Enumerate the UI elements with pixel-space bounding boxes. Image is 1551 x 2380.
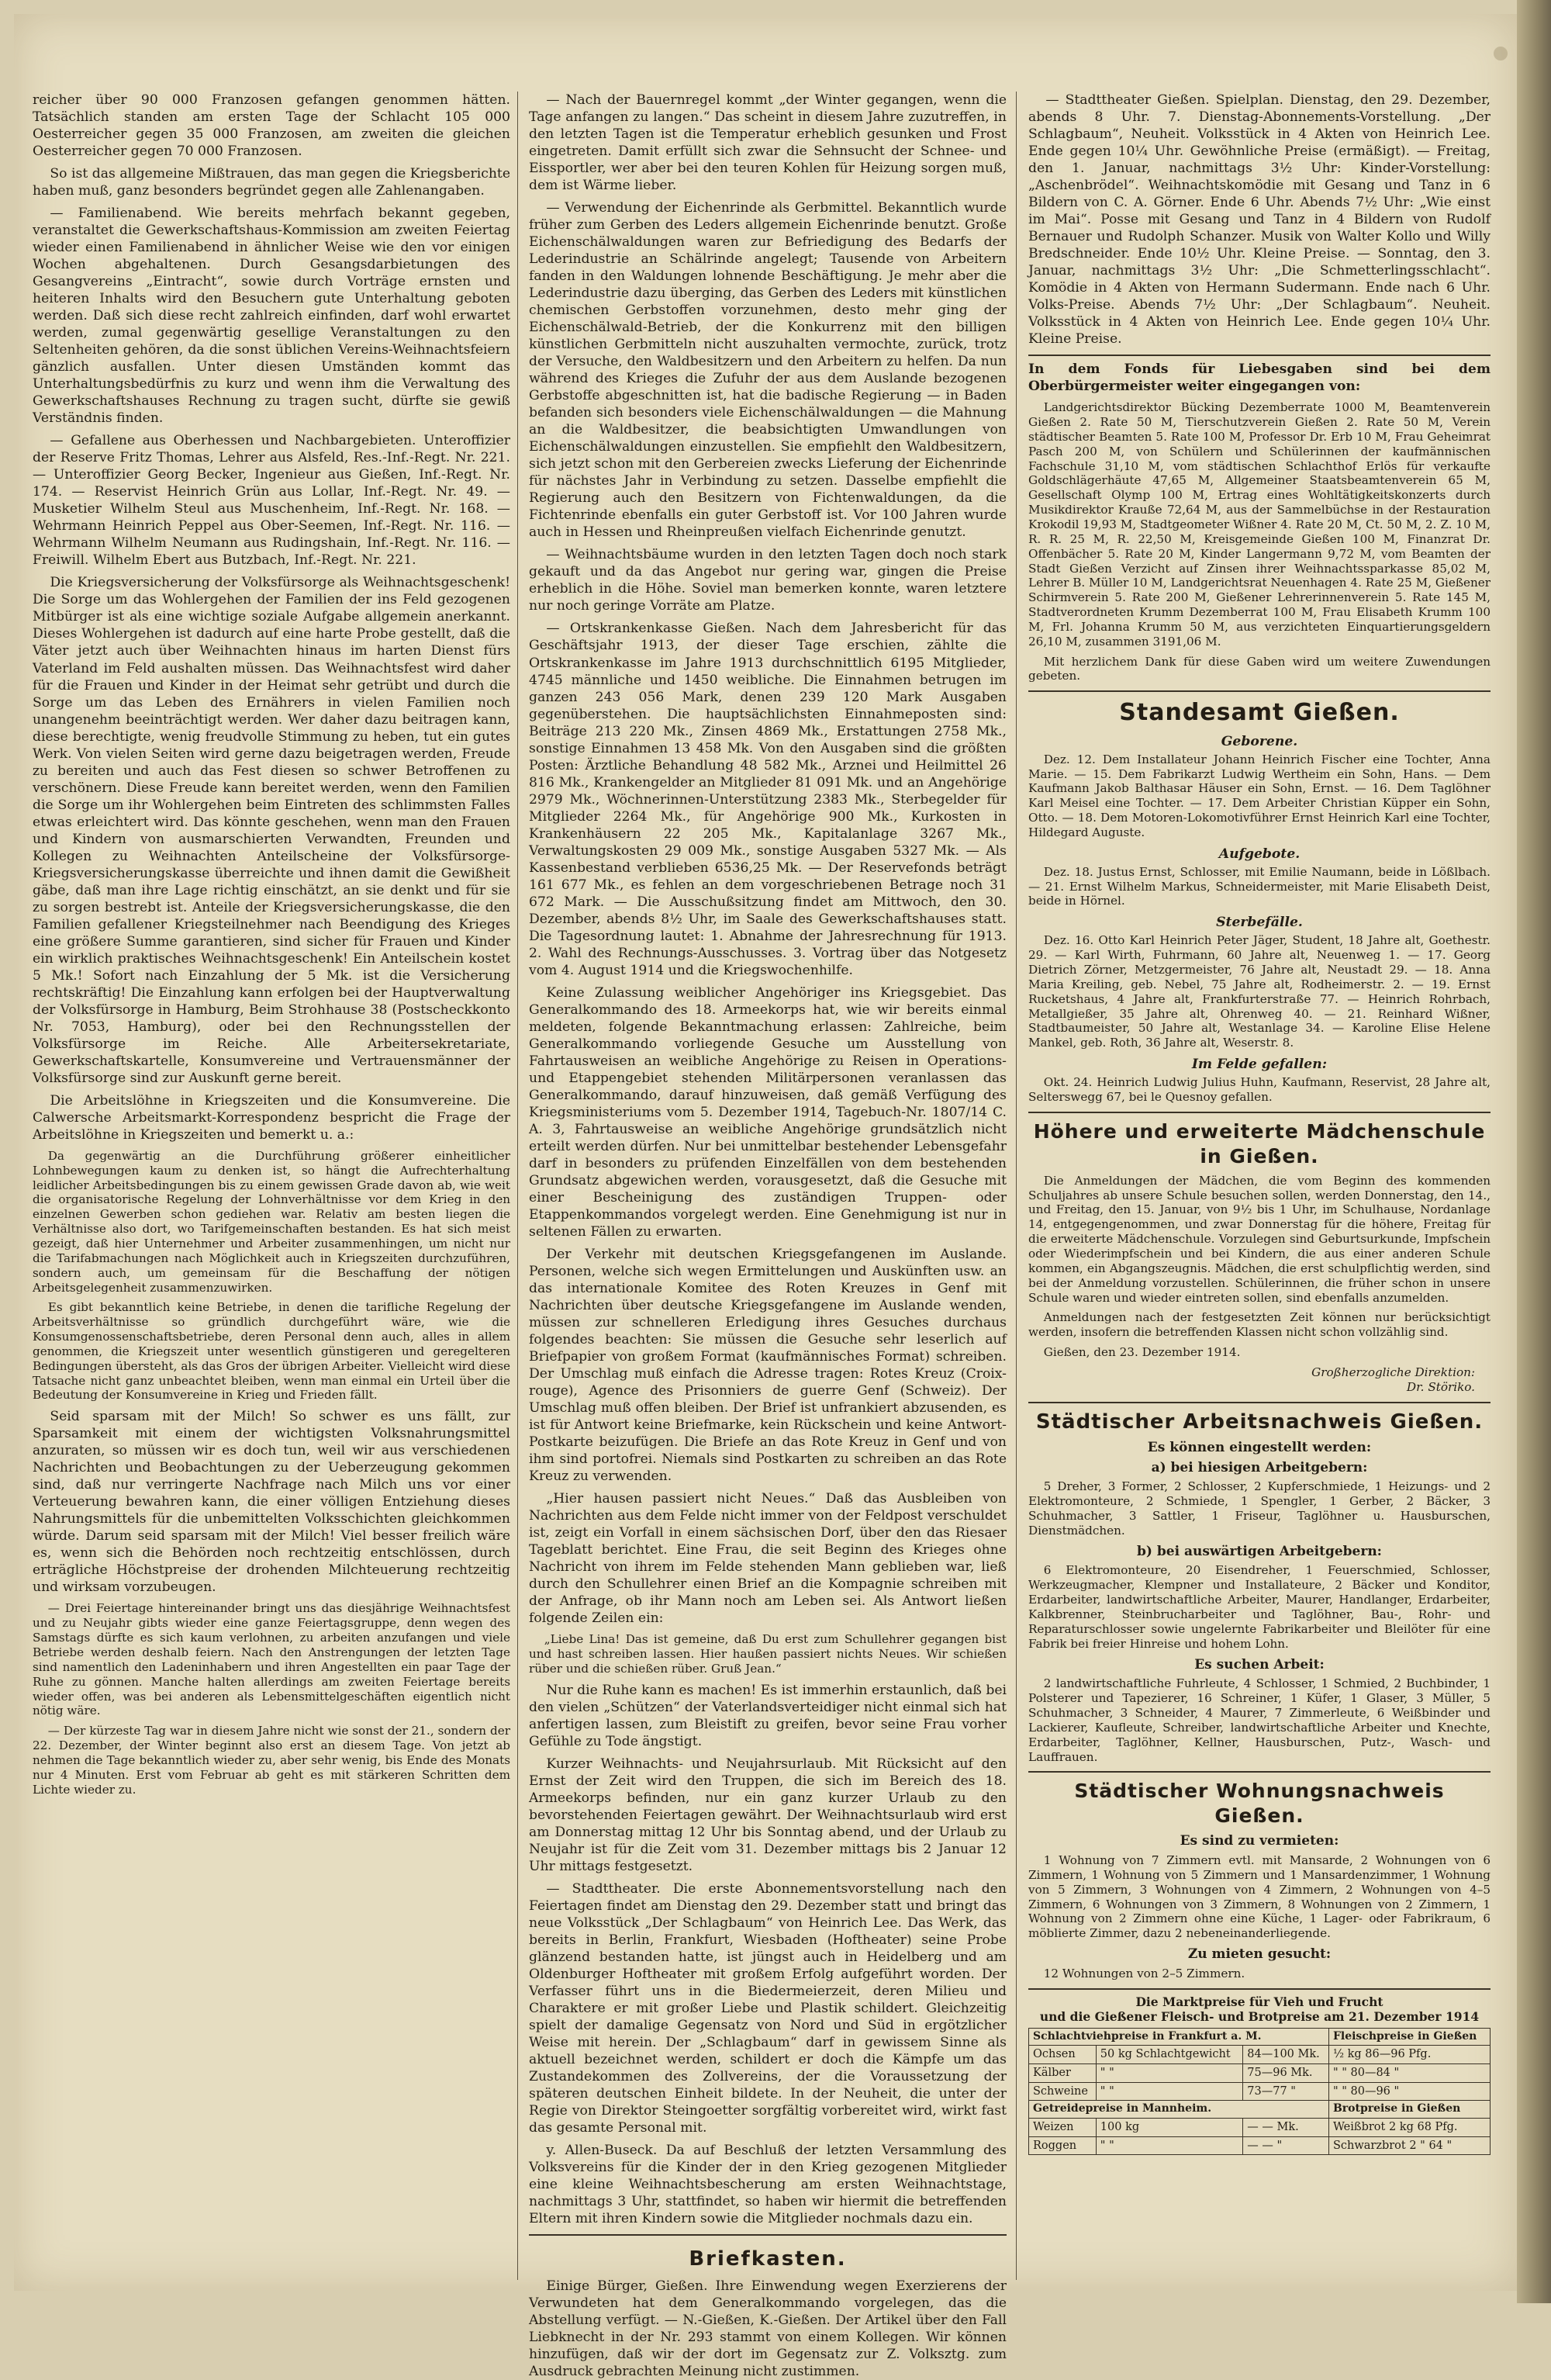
column-rule — [517, 92, 518, 2280]
article-familienabend: — Familienabend. Wie bereits mehrfach bekannt gegeben, veranstaltet die Gewerkschaftshaus-Kommission am zweiten Feiertag wieder einen Familienabend in ähnlicher Weise wie den vor einigen Wochen abgehaltenen. Durch Gesangsdarbietungen des Gesangvereins „Eintracht“, sowie durch Vorträge ernsten und heiteren Inhalts wird den Besuchern gute Unterhaltung geboten werden. Daß sich diese recht zahlreich einfinden, darf wohl erwartet werden, zumal gegenwärtig gesellige Veranstaltungen zu den Seltenheiten gehören, da die sonst üblichen Vereins-Weihnachtsfeiern gänzlich ausfallen. Unter diesen Umständen kommt das Unterhaltungsbedürfnis zu kurz und wenn ihm die Verwaltung des Gewerkschaftshauses Rechnung zu tragen sucht, dürfte sie gewiß Verständnis finden. — [33, 206, 510, 427]
table-header-meat: Fleischpreise in Gießen — [1328, 2028, 1490, 2046]
cell-bread — [1328, 2118, 1490, 2136]
sterbefaelle-list: Dez. 16. Otto Karl Heinrich Peter Jäger, Student, 18 Jahre alt, Goethestr. 29. — Karl Wirth, Fuhrmann, 60 Jahre alt, Neuenweg 1. — 17. Georg Dietrich Zörner, Metzgermeister, 76 Jahre alt, Neustadt 29. — 18. Anna Maria Kreiling, geb. Nebel, 75 Jahre alt, Rodheimerstr. 2. — 19. Ernst Rucketshaus, 4 Jahre alt, Frankfurterstraße 77. — Heinrich Rohrbach, Metallgießer, 35 Jahre alt, Ohrenweg 40. — 21. Reinhard Wißner, Stadtbaumeister, 50 Jahre alt, Westanlage 34. — Karoline Elise Helene Mankel, geb. Roth, 36 Jahre alt, Weserstr. 8. — [1028, 933, 1491, 1050]
market-title — [1028, 1994, 1491, 2025]
table-row — [1029, 2082, 1491, 2101]
arbeitsnachweis-b: 6 Elektromonteure, 20 Eisendreher, 1 Feuerschmied, Schlosser, Werkzeugmacher, Klempner und Installateure, 2 Bäcker und Konditor, Erdarbeiter, landwirtschaftliche Arbeiter, Maurer, Handlanger, Erdarbeiter, Kalkbrenner, Steinbrucharbeiter und Taglöhner, Bau-, Rohr- und Reparaturschlosser sowie ungelernte Fabrikarbeiter und Bleilöter für eine Fabrik bei freier Hinreise und hohem Lohn. — [1028, 1563, 1491, 1651]
article-arbeitsloehne: Die Arbeitslöhne in Kriegszeiten und die Konsumvereine. Die Calwersche Arbeitsmarkt-Korrespondenz bespricht die Frage der Arbeitslöhne in Kriegszeiten und bemerkt u. a.: — [33, 1092, 510, 1143]
bread-name: Weißbrot — [1332, 2120, 1386, 2133]
article-gefallene: — Gefallene aus Oberhessen und Nachbargebieten. Unteroffizier der Reserve Fritz Thomas, Lehrer aus Alsfeld, Res.-Inf.-Regt. Nr. 221. — Unteroffizier Georg Becker, Ingenieur aus Gießen, Inf.-Regt. Nr. 174. — Reservist Heinrich Grün aus Lollar, Inf.-Regt. Nr. 49. — Musketier Wilhelm Steul aus Muschenheim, Inf.-Regt. Nr. 168. — Wehrmann Heinrich Peppel aus Ober-Seemen, Inf.-Regt. Nr. 116. — Wehrmann Wilhelm Neumann aus Rudingshain, Inf.-Regt. Nr. 116. — Freiwill. Wilhelm Ebert aus Butzbach, Inf.-Regt. Nr. 221. — [33, 433, 510, 569]
bread-name: Schwarzbrot — [1332, 2139, 1406, 2152]
briefkasten-heading: Briefkasten. — [689, 2247, 847, 2271]
ink-spot — [1494, 47, 1508, 61]
gefallen-heading: Im Felde gefallen: — [1191, 1057, 1328, 1073]
cell-bread — [1328, 2136, 1490, 2155]
school-date: Gießen, den 23. Dezember 1914. — [1043, 1345, 1241, 1360]
separator — [1028, 1988, 1491, 1990]
article-quote: Es gibt bekanntlich keine Betriebe, in denen die tarifliche Regelung der Arbeitsverhältnisse so gründlich durchgeführt wäre, wie die Konsumgenossenschaftsbetriebe, deren Personal denn auch, alles in allem genommen, die Kriegszeit unter wesentlich günstigeren und geregelteren Bedingungen übersteht, als das Gros der übrigen Arbeiter. Vielleicht wird diese Tatsache nicht ganz unbeachtet bleiben, wenn man einmal ein Urteil über die Bedeutung der Konsumvereine in Krieg und Frieden fällt. — [33, 1300, 510, 1403]
cell-animal: Ochsen — [1029, 2046, 1097, 2064]
school-signature-title: Großherzogliche Direktion: — [1311, 1365, 1475, 1379]
arbeitsnachweis-c: 2 landwirtschaftliche Fuhrleute, 4 Schlosser, 1 Schmied, 2 Buchbinder, 1 Polsterer und Tapezierer, 16 Schreiner, 1 Küfer, 1 Glaser, 3 Müller, 5 Schuhmacher, 3 Schneider, 4 Maurer, 7 Zimmerleute, 6 Weißbinder und Lackierer, Kaufleute, Schreiber, landwirtschaftliche Arbeiter und Knechte, Erdarbeiter, Taglöhner, Kellner, Hausburschen, Putz-, Wasch- und Lauffrauen. — [1028, 1676, 1491, 1764]
arbeitsnachweis-sub: Es können eingestellt werden: — [1147, 1439, 1372, 1455]
wohnung-gesucht-heading: Zu mieten gesucht: — [1187, 1946, 1332, 1963]
article-allen-buseck: y. Allen-Buseck. Da auf Beschluß der letzten Versammlung des Volksvereins für die Kinder der in den Krieg gezogenen Mitglieder eine kleine Weihnachtsbescherung am ersten Weihnachtstage, nachmittags 3 Uhr, stattfindet, so haben wir hiermit die betreffenden Eltern mit ihren Kindern sowie die Mitglieder nochmals dazu ein. — [529, 2143, 1007, 2227]
cell-animal: Kälber — [1029, 2063, 1097, 2082]
table-row — [1029, 2063, 1491, 2082]
wohnungsnachweis-title: Städtischer Wohnungsnachweis Gießen. — [1074, 1780, 1445, 1828]
table-header-bread: Brotpreise in Gießen — [1328, 2101, 1490, 2119]
article-letter-quote: „Liebe Lina! Das ist gemeine, daß Du erst zum Schullehrer gegangen bist und hast schreiben lassen. Hier haußen passiert nichts Neues. Wir schießen rüber und die schießen rüber. Gruß Jean.“ — [529, 1632, 1007, 1676]
article-kriegsgefangene: Der Verkehr mit deutschen Kriegsgefangenen im Auslande. Personen, welche sich wegen Ermittelungen und Auskünften usw. an das internationale Komitee des Roten Kreuzes in Genf mit Nachrichten über deutsche Kriegsgefangene im Auslande wenden, müssen zur schnelleren Erledigung ihres Gesuches durchaus folgendes beachten: Sie müssen die Gesuche sehr leserlich auf Briefpapier von großem Format (kaufmännisches Format) schreiben. Der Umschlag muß einfach die Adresse tragen: Rotes Kreuz (Croix-rouge), Agence des Prisonniers de guerre Genf (Schweiz). Der Umschlag muß offen bleiben. Der Brief ist unfrankiert abzusenden, es ist für Antwort keine Briefmarke, kein Rückschein und keine Antwort-Postkarte beizufügen. Die Briefe an das Rote Kreuz in Genf und von ihm sind portofrei. Niemals sind Postkarten zu schreiben an das Rote Kreuz zu verwenden. — [529, 1247, 1007, 1485]
arbeitsnachweis-title: Städtischer Arbeitsnachweis Gießen. — [1035, 1410, 1484, 1434]
arbeitsnachweis-a: 5 Dreher, 3 Former, 2 Schlosser, 2 Kupferschmiede, 1 Heizungs- und 2 Elektromonteure, 2 Schmiede, 1 Spengler, 1 Gerber, 2 Bäcker, 3 Schuhmacher, 3 Sattler, 1 Friseur, Taglöhner u. Hausburschen, Dienstmädchen. — [1028, 1479, 1491, 1538]
briefkasten-text: Einige Bürger, Gießen. Ihre Einwendung wegen Exerzierens der Verwundeten hat dem Generalkommando vorgelegen, das die Abstellung verfügt. — N.-Gießen, K.-Gießen. Der Artikel über den Fall Liebknecht in der Nr. 293 stammt von einem Kollegen. Wir können hinzufügen, daß wir der dort im Gegensatz zur Z. Volksztg. zum Ausdruck gebrachten Meinung nicht zustimmen. — [529, 2278, 1007, 2379]
wohnung-gesucht: 12 Wohnungen von 2–5 Zimmern. — [1043, 1966, 1245, 1980]
cell-unit: 50 kg Schlachtgewicht — [1096, 2046, 1242, 2064]
column-rule — [1016, 92, 1017, 2280]
arbeitsnachweis-a-heading: a) bei hiesigen Arbeitgebern: — [1151, 1459, 1368, 1475]
article-zulassung: Keine Zulassung weiblicher Angehöriger ins Kriegsgebiet. Das Generalkommando des 18. Armeekorps hat, wie wir bereits einmal meldeten, folgende Bekanntmachung erlassen: Zahlreiche, beim Generalkommando vorliegende Gesuche um Ausstellung von Fahrtausweisen an weibliche Angehörige zu Reisen in Operations- und Etappengebiet stehenden Militärpersonen veranlassen das Generalkommando, darauf hinzuweisen, daß gemäß Verfügung des Kriegsministeriums vom 5. Dezember 1914, Tagebuch-Nr. 1807/14 C. A. 3, Fahrtausweise an weibliche Angehörige grundsätzlich nicht erteilt werden dürfen. Nur bei unmittelbar bestehender Lebensgefahr darf in besonders zu prüfenden Einzelfällen von dem bestehenden Grundsatz abgewichen werden, vorausgesetzt, daß die Gesuche mit einer Bescheinigung des zuständigen Truppen- oder Etappenkommandos vorgelegt werden. Eine Genehmigung ist nur in seltenen Fällen zu erwarten. — [529, 984, 1007, 1240]
price-table — [1028, 2028, 1491, 2156]
cell-unit: " " — [1096, 2136, 1242, 2155]
fund-thanks: Mit herzlichem Dank für diese Gaben wird um weitere Zuwendungen gebeten. — [1028, 654, 1491, 683]
article-text: So ist das allgemeine Mißtrauen, das man gegen die Kriegsberichte haben muß, ganz besonders begründet gegen alle Zahlenangaben. — [33, 166, 510, 199]
cell-price: 75—96 Mk. — [1243, 2063, 1329, 2082]
article-weihnachtsbaeume: — Weihnachtsbäume wurden in den letzten Tagen doch noch stark gekauft und da das Angebot nur gering war, gingen die Preise erheblich in die Höhe. Soviel man bemerken konnte, waren letztere nur noch geringe Vorräte am Platze. — [529, 547, 1007, 614]
article-kriegsversicherung: Die Kriegsversicherung der Volksfürsorge als Weihnachtsgeschenk! Die Sorge um das Wohlergehen der Familien der ins Feld gezogenen Mitbürger ist als eine wichtige soziale Aufgabe allgemein anerkannt. Dieses Wohlergehen ist dadurch auf eine harte Probe gestellt, daß die Väter jetzt auch über Weihnachten hinaus im harten Dienst fürs Vaterland im Feld aushalten müssen. Das Weihnachtsfest wird daher für die Frauen und Kinder in der Heimat sehr getrübt und durch die Sorge um das Leben des Ernährers in vielen Familien noch unangenehm beeinträchtigt werden. Wer daher dazu beitragen kann, diese berechtigte, wenig freudvolle Stimmung zu heben, tut ein gutes Werk. Von vielen Seiten wird gerne dazu beigetragen werden, Freude zu bereiten und auch das Fest diesen so schwer Betroffenen zu verschönern. Diese Freude kann bereitet werden, wenn den Familien die Sorge um ihr Wohlergehen beim Eintreten des schlimmsten Falles etwas erleichtert wird. Das könnte geschehen, wenn man den Frauen und Kindern von ausmarschierten Verwandten, Freunden und Kollegen zu Weihnachten Anteilscheine der Volksfürsorge-Kriegsversicherungskasse überreichte und ihnen damit die Gewißheit gäbe, daß man ihre Lage richtig einschätzt, an sie denkt und für sie zu sorgen bestrebt ist. Anteile der Kriegsversicherungskasse, die den Familien gefallener Kriegsteilnehmer nach Beendigung des Krieges eine größere Summe garantieren, sind sicher für Frauen und Kinder ein wirklich praktisches Weihnachtsgeschenk! Ein Anteilschein kostet 5 Mk.! Sofort nach Einzahlung der 5 Mk. ist die Versicherung rechtskräftig! Die Einzahlung kann erfolgen bei der Hauptverwaltung der Volksfürsorge in Hamburg, Beim Strohhause 38 (Postscheckkonto Nr. 7053, Hamburg), oder bei den Rechnungsstellen der Volksfürsorge im Reiche. Alle Arbeitersekretariate, Gewerkschaftskartelle, Konsumvereine und Vertrauensmänner der Volksfürsorge sind zur Auskunft gerne bereit. — [33, 575, 510, 1086]
separator — [529, 2234, 1007, 2236]
fund-list: Landgerichtsdirektor Bücking Dezemberrate 1000 M, Beamtenverein Gießen 2. Rate 50 M, Tierschutzverein Gießen 2. Rate 50 M, Verein städtischer Beamten 5. Rate 100 M, Professor Dr. Erb 10 M, Frau Geheimrat Pasch 200 M, von Schülern und Schülerinnen der kaufmännischen Fachschule 31,10 M, vom städtischen Schlachthof Erlös für verkaufte Goldschlägerhäute 47,65 M, Allgemeiner Staatsbeamtenverein 65 M, Gesellschaft Olymp 100 M, Ertrag eines Wohltätigkeitskonzerts durch Musikdirektor Krauße 72,64 M, aus der Sammelbüchse in der Restauration Krokodil 19,93 M, Stadtgeometer Wißner 4. Rate 20 M, Ct. 50 M, 2. Z. 10 M, R. R. 25 M, R. 22,50 M, Kreisgemeinde Gießen 100 M, Finanzrat Dr. Offenbächer 5. Rate 20 M, Kinder Langermann 9,72 M, vom Beamten der Stadt Gießen Verzicht auf Zinsen ihrer Weihnachtssparkasse 85,02 M, Lehrer B. Müller 10 M, Landgerichtsrat Neuenhagen 4. Rate 25 M, Gießener Schirmverein 5. Rate 200 M, Gießener Lehrerinnenverein 5. Rate 145 M, Stadtverordneten Krumm Dezemberrat 100 M, Frau Elisabeth Krumm 100 M, Frl. Johanna Krumm 50 M, aus verzichteten Einquartierungsgeldern 26,10 M, zusammen 3191,06 M. — [1028, 400, 1491, 649]
sterbefaelle-heading: Sterbefälle. — [1216, 915, 1303, 931]
wohnungsnachweis-sub: Es sind zu vermieten: — [1180, 1833, 1339, 1849]
school-title: Höhere und erweiterte Mädchenschule in Gießen. — [1033, 1119, 1486, 1168]
cell-unit: " " — [1096, 2082, 1242, 2101]
cell-price: 73—77 " — [1243, 2082, 1329, 2101]
standesamt-title: Standesamt Gießen. — [1119, 699, 1400, 727]
article-hier-haussen: „Hier hausen passiert nicht Neues.“ Daß das Ausbleiben von Nachrichten aus dem Felde nicht immer von der Feldpost verschuldet ist, zeigt ein Vorfall in einem sächsischen Dorf, über den das Riesaer Tageblatt berichtet. Eine Frau, die seit Beginn des Krieges ohne Nachricht von ihrem im Felde stehenden Mann geblieben war, ließ durch den Schullehrer einen Brief an die Kompagnie schreiben mit der Anfrage, ob ihr Mann noch am Leben sei. Als Antwort ließen folgende Zeilen ein: — [529, 1491, 1007, 1627]
arbeitsnachweis-b-heading: b) bei auswärtigen Arbeitgebern: — [1137, 1543, 1382, 1559]
column-middle — [529, 92, 1007, 2379]
school-text: Die Anmeldungen der Mädchen, die vom Beginn des kommenden Schuljahres ab unsere Schule besuchen sollen, werden Donnerstag, den 14., und Freitag, den 15. Januar, von 9½ bis 1 Uhr, im Schulhause, Nordanlage 14, entgegengenommen, und zwar Donnerstag für die höhere, Freitag für die erweiterte Mädchenschule. Vorzulegen sind Geburtsurkunde, Impfschein oder Wiederimpfschein und bei Kindern, die aus einer anderen Schule kommen, ein Abgangszeugnis. Mädchen, die erst schulpflichtig werden, sind bei der Anmeldung vorzustellen. Schülerinnen, die früher schon in unsere Schule waren und wieder eintreten sollen, sind ebenfalls anzumelden. — [1028, 1173, 1491, 1305]
table-row — [1029, 2118, 1491, 2136]
cell-unit: " " — [1096, 2063, 1242, 2082]
article-kuerzester-tag: — Der kürzeste Tag war in diesem Jahre nicht wie sonst der 21., sondern der 22. Dezember, der Winter beginnt also erst an diesem Tage. Von jetzt ab nehmen die Tage bekanntlich wieder zu, aber sehr wenig, bis Ende des Monats nur 4 Minuten. Erst vom Februar ab geht es mit stärkeren Schritten dem Lichte wieder zu. — [33, 1724, 510, 1797]
born-heading: Geborene. — [1221, 733, 1298, 749]
article-text: reicher über 90 000 Franzosen gefangen genommen hätten. Tatsächlich standen am ersten Tage der Schlacht 105 000 Oesterreicher gegen 35 000 Franzosen, am zweiten die gleichen Oesterreicher gegen 70 000 Franzosen. — [33, 92, 510, 160]
wohnungsnachweis-list: 1 Wohnung von 7 Zimmern evtl. mit Mansarde, 2 Wohnungen von 6 Zimmern, 1 Wohnung von 5 Zimmern und 1 Mansardenzimmer, 1 Wohnung von 5 Zimmern, 3 Wohnungen von 4 Zimmern, 2 Wohnungen von 4–5 Zimmern, 6 Wohnungen von 3 Zimmern, 8 Wohnungen von 2 Zimmern, 1 Wohnung von 2 Zimmern ohne eine Küche, 1 Lager- oder Fabrikraum, 6 möblierte Zimmer, dazu 2 nebeneinanderliegende. — [1028, 1853, 1491, 1941]
article-quote: Da gegenwärtig an die Durchführung größerer einheitlicher Lohnbewegungen kaum zu denken ist, so hängt die Aufrechterhaltung leidlicher Arbeitsbedingungen bis zu einem gewissen Grade davon ab, wie weit die organisatorische Regelung der Lohnverhältnisse vor dem Krieg in den einzelnen Gewerben schon gediehen war. Relativ am besten liegen die Verhältnisse also dort, wo Tarifgemeinschaften bestanden. Es hat sich meist gezeigt, daß hier Unternehmer und Arbeiter zusammenhingen, um nicht nur die Tarifabmachungen nach Möglichkeit auch in Kriegszeiten durchzuführen, sondern auch, um gemeinsam für die Beschaffung der nötigen Arbeitsgelegenheit zusammenzuwirken. — [33, 1148, 510, 1295]
cell-meat-price: " " 80—96 " — [1328, 2082, 1490, 2101]
table-row — [1029, 2046, 1491, 2064]
cell-price: — — " — [1243, 2136, 1329, 2155]
article-feiertage: — Drei Feiertage hintereinander bringt uns das diesjährige Weihnachtsfest und zu Neujahr gibts wieder eine ganze Feiertagsgruppe, denn wegen des Samstags dürfte es sich kaum verlohnen, zu arbeiten anzufangen und viele Betriebe werden deshalb feiern. Nach den Anstrengungen der letzten Tage sind namentlich den Ladeninhabern und ihren Angestellten ein paar Tage der Ruhe zu gönnen. Manche halten allerdings am zweiten Feiertage bereits wieder offen, was bei anderen als Lebensmittelgeschäften eigentlich nicht nötig wäre. — [33, 1601, 510, 1718]
cell-unit: 100 kg — [1096, 2118, 1242, 2136]
bread-price: 2 " 64 " — [1409, 2139, 1453, 2152]
article-bauernregel: — Nach der Bauernregel kommt „der Winter gegangen, wenn die Tage anfangen zu langen.“ Das scheint in diesem Jahre zuzutreffen, in den letzten Tagen ist die Temperatur erheblich gesunken und Frost eingetreten. Damit erfüllt sich zwar die Sehnsucht der Schnee- und Eissportler, wer aber bei den teuren Kohlen für Heizung sorgen muß, dem ist Wärme lieber. — [529, 92, 1007, 194]
cell-price: — — Mk. — [1243, 2118, 1329, 2136]
column-right — [1028, 92, 1491, 2280]
separator — [1028, 355, 1491, 356]
cell-price: 84—100 Mk. — [1243, 2046, 1329, 2064]
article-milch: Seid sparsam mit der Milch! So schwer es uns fällt, zur Sparsamkeit mit einem der wichtigsten Volksnahrungsmittel anzuraten, so müssen wir es doch tun, weil wir aus verschiedenen Nachrichten und Beobachtungen zu der Ueberzeugung gekommen sind, daß nur verringerte Nachfrage nach Milch uns vor einer Verteuerung bewahren kann, die einer völligen Entziehung dieses Nahrungsmittels für die unbemittelten Volksschichten gleichkommen würde. Darum seid sparsam mit der Milch! Viel besser freilich wäre es, wenn sich die Behörden noch rechtzeitig entschlössen, durch erträgliche Höchstpreise der drohenden Milchteuerung rechtzeitig und wirksam vorzubeugen. — [33, 1409, 510, 1596]
binding-edge — [1517, 0, 1551, 2303]
separator — [1028, 690, 1491, 692]
born-list: Dez. 12. Dem Installateur Johann Heinrich Fischer eine Tochter, Anna Marie. — 15. Dem Fabrikarzt Ludwig Wertheim ein Sohn, Hans. — Dem Kaufmann Jakob Balthasar Häuser ein Sohn, Ernst. — 16. Dem Taglöhner Karl Meisel eine Tochter. — 17. Dem Arbeiter Christian Küpper ein Sohn, Otto. — 18. Dem Motoren-Lokomotivführer Ernst Heinrich Karl eine Tochter, Hildegard Auguste. — [1028, 752, 1491, 839]
column-left — [33, 92, 510, 2280]
cell-grain: Weizen — [1029, 2118, 1097, 2136]
cell-meat-price: " " 80—84 " — [1328, 2063, 1490, 2082]
article-spielplan: — Stadttheater Gießen. Spielplan. Dienstag, den 29. Dezember, abends 8 Uhr. 7. Dienstag-Abonnements-Vorstellung. „Der Schlagbaum“, Neuheit. Volksstück in 4 Akten von Heinrich Lee. Ende gegen 10¼ Uhr. Gewöhnliche Preise (ermäßigt). — Freitag, den 1. Januar, nachmittags 3½ Uhr: Kinder-Vorstellung: „Aschenbrödel“. Weihnachtskomödie mit Gesang und Tanz in 6 Bildern von C. A. Görner. Ende 6 Uhr. Abends 7½ Uhr: „Wie einst im Mai“. Posse mit Gesang und Tanz in 4 Bildern von Rudolf Bernauer und Rudolph Schanzer. Musik von Walter Kollo und Willy Bredschneider. Ende 10½ Uhr. Kleine Preise. — Sonntag, den 3. Januar, nachmittags 3½ Uhr: „Die Schmetterlingsschlacht“. Komödie in 4 Akten von Hermann Sudermann. Ende nach 6 Uhr. Volks-Preise. Abends 7½ Uhr: „Der Schlagbaum“. Neuheit. Volksstück in 4 Akten von Heinrich Lee. Ende gegen 10¼ Uhr. Kleine Preise. — [1028, 92, 1491, 348]
market-title-line-2: und die Gießener Fleisch- und Brotpreise am 21. Dezember 1914 — [1039, 2009, 1480, 2025]
gefallen-list: Okt. 24. Heinrich Ludwig Julius Huhn, Kaufmann, Reservist, 28 Jahre alt, Selterswegg 67, bei le Quesnoy gefallen. — [1028, 1075, 1491, 1104]
article-stadttheater: — Stadttheater. Die erste Abonnementsvorstellung nach den Feiertagen findet am Dienstag den 29. Dezember statt und bringt das neue Volksstück „Der Schlagbaum“ von Heinrich Lee. Das Werk, das bereits in Berlin, Frankfurt, Wiesbaden (Hoftheater) seine Probe glänzend bestanden hatte, ist jüngst auch in Heidelberg und am Oldenburger Hoftheater mit großem Erfolg aufgeführt worden. Der Verfasser führt uns in die Biedermeierzeit, deren Milieu und Charaktere er mit großer Liebe und Plastik schildert. Gleichzeitig spielt der damalige Gegensatz von Nord und Süd in ergötzlicher Weise mit herein. Der „Schlagbaum“ darf in gewissem Sinne als aktuell bezeichnet werden, schildert er doch die Kämpfe um das Zustandekommen des Zollvereins, der die Voraussetzung der späteren deutschen Einheit bildete. In der Neuheit, die unter der Regie von Direktor Steingoetter sorgfältig vorbereitet wird, wirkt fast das gesamte Personal mit. — [529, 1881, 1007, 2136]
table-row — [1029, 2136, 1491, 2155]
school-signature-name: Dr. Störiko. — [1406, 1379, 1475, 1394]
cell-meat-price: ½ kg 86—96 Pfg. — [1328, 2046, 1490, 2064]
table-header-cattle: Schlachtviehpreise in Frankfurt a. M. — [1029, 2028, 1329, 2046]
article-eichenrinde: — Verwendung der Eichenrinde als Gerbmittel. Bekanntlich wurde früher zum Gerben des Leders allgemein Eichenrinde benutzt. Große Eichenschälwaldungen waren zur Befriedigung des Bedarfs der Lederindustrie an Schälrinde angelegt; Tausende von Arbeitern fanden in den Waldungen lohnende Beschäftigung. Je mehr aber die Lederindustrie dazu überging, das Gerben des Leders mit künstlichen chemischen Gerbstoffen vorzunehmen, desto mehr ging der Eichenschälwald-Betrieb, der die Konkurrenz mit den billigen künstlichen Gerbmitteln nicht auszuhalten vermochte, zurück, trotz der Versuche, den Waldbesitzern und den Arbeitern zu helfen. Da nun während des Krieges die Zufuhr der aus dem Auslande bezogenen Gerbstoffe abgeschnitten ist, hat die badische Regierung — in Baden befanden sich besonders viele Eichenschälwaldungen — die Mahnung an die Waldbesitzer, die beabsichtigten Umwandlungen von Eichenschälwaldungen einzustellen. Sie empfiehlt den Waldbesitzern, sich jetzt schon mit den Gerbereien zwecks Lieferung der Eichenrinde für nächstes Jahr in Verbindung zu setzen. Dasselbe empfiehlt die Regierung auch den Besitzern von Fichtenwaldungen, da die Fichtenrinde ebenfalls ein guter Gerbstoff ist. Vor 100 Jahren wurde auch in Hessen und Rheinpreußen vielfach Eichenrinde genutzt. — [529, 200, 1007, 541]
article-ortskrankenkasse: — Ortskrankenkasse Gießen. Nach dem Jahresbericht für das Geschäftsjahr 1913, der dieser Tage erschien, zählte die Ortskrankenkasse im Jahre 1913 durchschnittlich 6195 Mitglieder, 4745 männliche und 1450 weibliche. Die Einnahmen betrugen im ganzen 243 056 Mark, denen 239 120 Mark Ausgaben gegenüberstehen. Die hauptsächlichsten Einnahmeposten sind: Beiträge 213 220 Mk., Zinsen 4869 Mk., Erstattungen 2758 Mk., sonstige Einnahmen 13 458 Mk. Von den Ausgaben sind die größten Posten: Ärztliche Behandlung 48 582 Mk., Arznei und Heilmittel 26 816 Mk., Krankengelder an Mitglieder 81 091 Mk. und an Angehörige 2979 Mk., Wöchnerinnen-Unterstützung 2383 Mk., Sterbegelder für Mitglieder 2264 Mk., für Angehörige 900 Mk., Kurkosten in Krankenhäusern 22 205 Mk., Kapitalanlage 3267 Mk., Verwaltungskosten 29 009 Mk., sonstige Ausgaben 5327 Mk. — Als Kassenbestand verblieben 6536,25 Mk. — Der Reservefonds beträgt 161 677 Mk., es fehlen an dem vorgeschriebenen Betrage noch 31 672 Mark. — Die Ausschußsitzung findet am Mittwoch, den 30. Dezember, abends 8½ Uhr, im Saale des Gewerkschaftshauses statt. Die Tagesordnung lautet: 1. Abnahme der Jahresrechnung für 1913. 2. Wahl des Rechnungs-Ausschusses. 3. Vortrag über das Notgesetz vom 4. August 1914 und die Kriegswochenhilfe. — [529, 621, 1007, 978]
separator — [1028, 1771, 1491, 1773]
table-header-grain: Getreidepreise in Mannheim. — [1029, 2101, 1329, 2119]
aufgebote-list: Dez. 18. Justus Ernst, Schlosser, mit Emilie Naumann, beide in Lößlbach. — 21. Ernst Wilhelm Markus, Schneidermeister, mit Marie Elisabeth Deist, beide in Hörnel. — [1028, 864, 1491, 908]
school-text-2: Anmeldungen nach der festgesetzten Zeit können nur berücksichtigt werden, insofern die betreffenden Klassen nicht schon vollzählig sind. — [1028, 1310, 1491, 1340]
separator — [1028, 1112, 1491, 1113]
cell-animal: Schweine — [1029, 2082, 1097, 2101]
cell-grain: Roggen — [1029, 2136, 1097, 2155]
market-title-line-1: Die Marktpreise für Vieh und Frucht — [1135, 1994, 1383, 2009]
aufgebote-heading: Aufgebote. — [1218, 846, 1301, 862]
article-ruhe: Nur die Ruhe kann es machen! Es ist immerhin erstaunlich, daß bei den vielen „Schützen“ der Vaterlandsverteidiger nicht einmal sich hat anfertigen lassen, zum Bleistift zu greifen, bevor seine Frau vorher Gefühle zu Tode ängstigt. — [529, 1682, 1007, 1749]
fund-heading: In dem Fonds für Liebesgaben sind bei dem Oberbürgermeister weiter eingegangen von: — [1028, 361, 1491, 395]
separator — [1028, 1402, 1491, 1403]
article-urlaub: Kurzer Weihnachts- und Neujahrsurlaub. Mit Rücksicht auf den Ernst der Zeit wird den Truppen, die sich im Bereich des 18. Armeekorps befinden, nur ein ganz kurzer Urlaub zu den bevorstehenden Feiertagen gewährt. Der Weihnachtsurlaub wird erst am Donnerstag mittag 12 Uhr bis Sonntag abend, und der Urlaub zu Neujahr ist für die Zeit vom 31. Dezember mittags bis 2 Januar 12 Uhr mittags festgesetzt. — [529, 1756, 1007, 1875]
arbeitsnachweis-c-heading: Es suchen Arbeit: — [1194, 1656, 1325, 1673]
bread-price: 2 kg 68 Pfg. — [1388, 2120, 1458, 2133]
